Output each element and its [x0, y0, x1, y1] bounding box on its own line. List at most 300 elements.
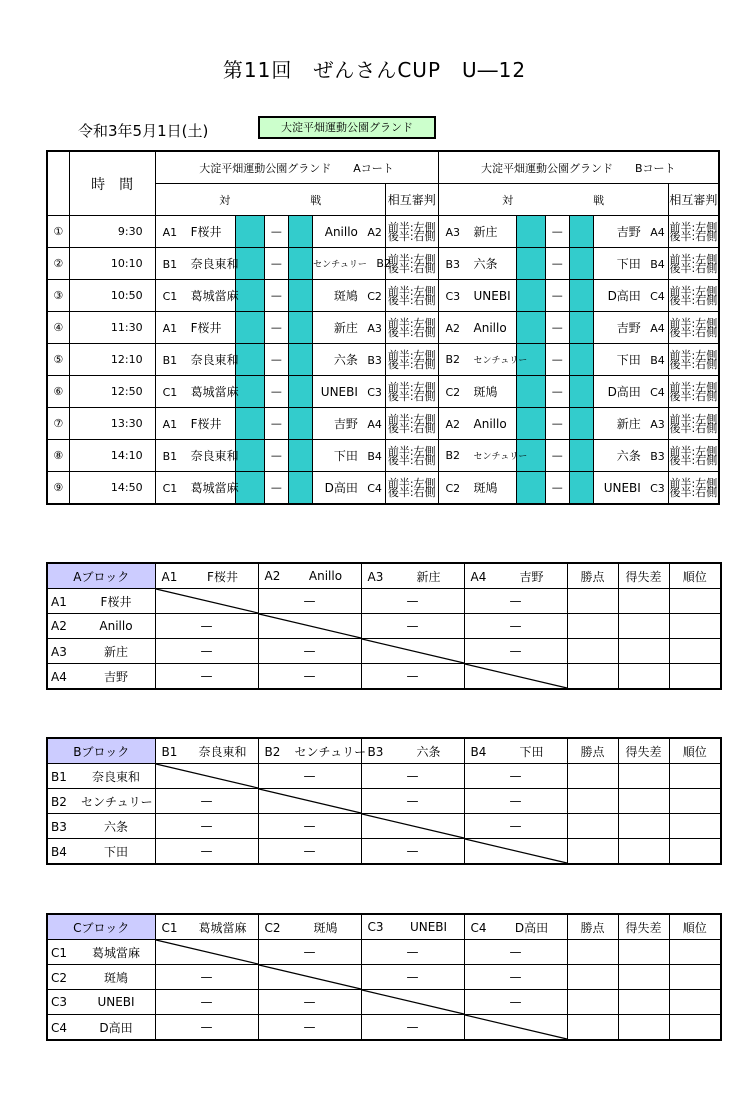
result-cell[interactable]: — — [155, 965, 258, 990]
team-code: B4 — [470, 744, 487, 759]
team-code: C2 — [264, 920, 281, 935]
stat-cell[interactable] — [567, 839, 618, 865]
court-b-dash: — — [545, 440, 569, 472]
result-cell[interactable]: — — [361, 965, 464, 990]
team-code: B2 — [264, 744, 281, 759]
match-row — [47, 312, 719, 344]
stat-header: 勝点 — [567, 914, 618, 940]
team-name: Anillo — [308, 569, 343, 583]
court-a-right-score[interactable] — [288, 376, 312, 408]
court-b-left-team — [438, 472, 517, 505]
stat-cell[interactable] — [567, 614, 618, 639]
match-number: ⑦ — [47, 408, 69, 440]
team-code: A2 — [445, 417, 461, 431]
team-name: UNEBI — [97, 995, 135, 1009]
court-b-right-team — [594, 248, 669, 280]
stat-cell[interactable] — [669, 940, 721, 965]
team-name: 六条 — [103, 819, 128, 834]
team-code: B3 — [367, 354, 382, 367]
team-code: C3 — [367, 385, 382, 399]
court-a-right-team — [313, 376, 386, 408]
block-col-header — [258, 563, 361, 589]
block-table — [46, 562, 722, 690]
match-number: ⑨ — [47, 472, 69, 505]
court-b-left-score[interactable] — [517, 408, 545, 440]
diagonal-cell — [258, 789, 361, 814]
team-code: B2 — [51, 794, 67, 809]
court-b-referee: 前半:左側後半:右側 — [668, 312, 719, 344]
court-a-dash: — — [264, 376, 288, 408]
court-a-dash: — — [264, 344, 288, 376]
court-a-left-score[interactable] — [236, 376, 264, 408]
ref-header-a: 相互審判 — [385, 184, 438, 216]
team-code: B4 — [650, 354, 665, 367]
match-number: ③ — [47, 280, 69, 312]
stat-cell[interactable] — [669, 664, 721, 690]
diagonal-cell — [155, 940, 258, 965]
team-code: C2 — [367, 290, 382, 303]
team-code: B1 — [51, 769, 67, 784]
court-a-left-score[interactable] — [236, 312, 264, 344]
result-cell[interactable]: — — [258, 589, 361, 614]
vs-header-b: 対 戦 — [438, 184, 668, 216]
match-time: 9:30 — [69, 216, 155, 248]
court-a-left-score[interactable] — [236, 408, 264, 440]
match-time: 11:30 — [69, 312, 155, 344]
court-b-referee: 前半:左側後半:右側 — [668, 216, 719, 248]
result-cell[interactable]: — — [155, 614, 258, 639]
block-row — [47, 764, 721, 789]
team-name: 葛城當麻 — [198, 920, 247, 935]
court-a-right-score[interactable] — [288, 312, 312, 344]
stat-cell[interactable] — [669, 965, 721, 990]
team-name: 新庄 — [473, 225, 498, 239]
team-code: B1 — [162, 258, 178, 271]
result-cell[interactable]: — — [361, 764, 464, 789]
block-row — [47, 940, 721, 965]
court-a-referee: 前半:左側後半:右側 — [385, 216, 438, 248]
block-row-header — [47, 940, 155, 965]
team-code: A1 — [162, 322, 178, 335]
court-b-right-score[interactable] — [569, 376, 593, 408]
match-row — [47, 376, 719, 408]
team-name: 六条 — [616, 449, 641, 463]
court-b-dash: — — [545, 344, 569, 376]
result-cell[interactable]: — — [155, 789, 258, 814]
court-b-right-team — [594, 376, 669, 408]
court-b-left-team — [438, 440, 528, 472]
team-name: センチュリー — [473, 452, 528, 462]
court-a-left-score[interactable] — [236, 280, 264, 312]
team-name: 斑鳩 — [103, 970, 128, 985]
team-name: 奈良東和 — [91, 769, 140, 784]
result-cell[interactable]: — — [155, 814, 258, 839]
court-b-left-score[interactable] — [517, 280, 545, 312]
team-name: Anillo — [473, 320, 507, 335]
court-b-right-team — [594, 472, 669, 505]
match-time: 10:50 — [69, 280, 155, 312]
result-cell[interactable]: — — [155, 990, 258, 1015]
court-b-right-score[interactable] — [569, 312, 593, 344]
court-b-right-score[interactable] — [569, 280, 593, 312]
court-b-left-team — [438, 280, 517, 312]
court-b-right-team — [594, 440, 669, 472]
diagonal-cell — [155, 764, 258, 789]
match-row — [47, 344, 719, 376]
stat-cell[interactable] — [567, 990, 618, 1015]
stat-cell[interactable] — [567, 1015, 618, 1041]
stat-cell[interactable] — [618, 639, 669, 664]
court-a-referee: 前半:左側後半:右側 — [385, 440, 438, 472]
team-code: C4 — [367, 482, 382, 495]
team-code: A3 — [367, 322, 382, 335]
stat-cell[interactable] — [567, 789, 618, 814]
court-b-right-score[interactable] — [569, 408, 593, 440]
ref-header-b: 相互審判 — [668, 184, 719, 216]
block-col-header — [361, 914, 464, 940]
stat-cell[interactable] — [618, 940, 669, 965]
court-a-left-team — [155, 248, 239, 280]
team-code: B2 — [376, 257, 391, 270]
court-b-left-score[interactable] — [517, 312, 545, 344]
court-a-right-score[interactable] — [288, 472, 312, 505]
result-cell[interactable]: — — [464, 589, 567, 614]
court-a-left-score[interactable] — [236, 344, 264, 376]
result-cell[interactable]: — — [464, 814, 567, 839]
result-cell[interactable]: — — [155, 639, 258, 664]
team-code: C1 — [162, 386, 178, 399]
court-a-left-team — [155, 408, 236, 440]
team-name: 新庄 — [333, 321, 358, 335]
court-b-left-team — [438, 312, 517, 344]
result-cell[interactable]: — — [361, 664, 464, 690]
block-row-header — [47, 990, 155, 1015]
match-row — [47, 408, 719, 440]
court-b-left-team — [438, 248, 517, 280]
team-name: 奈良東和 — [198, 744, 247, 759]
stat-cell[interactable] — [567, 639, 618, 664]
result-cell[interactable]: — — [155, 839, 258, 865]
team-name: D高田 — [324, 481, 358, 495]
court-b-left-score[interactable] — [517, 248, 545, 280]
team-code: A2 — [367, 225, 382, 239]
team-name: 下田 — [333, 449, 358, 463]
result-cell[interactable]: — — [361, 614, 464, 639]
team-name: 下田 — [616, 353, 641, 367]
court-a-left-team — [155, 472, 239, 505]
team-code: A1 — [162, 418, 178, 431]
court-a-right-team — [313, 312, 386, 344]
court-b-referee: 前半:左側後半:右側 — [668, 440, 719, 472]
court-a-dash: — — [264, 472, 288, 505]
stat-cell[interactable] — [669, 839, 721, 865]
team-code: B1 — [162, 450, 178, 463]
team-name: 吉野 — [616, 225, 641, 239]
team-name: 斑鳩 — [473, 481, 498, 495]
diagonal-cell — [464, 664, 567, 690]
stat-cell[interactable] — [618, 589, 669, 614]
court-a-dash: — — [264, 216, 288, 248]
stat-header: 順位 — [669, 914, 721, 940]
stat-cell[interactable] — [669, 1015, 721, 1041]
court-a-right-score[interactable] — [288, 280, 312, 312]
stat-cell[interactable] — [669, 589, 721, 614]
match-time: 14:50 — [69, 472, 155, 505]
stat-cell[interactable] — [567, 764, 618, 789]
stat-cell[interactable] — [567, 664, 618, 690]
result-cell[interactable]: — — [155, 664, 258, 690]
stat-cell[interactable] — [618, 614, 669, 639]
court-a-referee: 前半:左側後半:右側 — [385, 312, 438, 344]
result-cell[interactable]: — — [258, 1015, 361, 1041]
stat-cell[interactable] — [618, 990, 669, 1015]
stat-cell[interactable] — [567, 589, 618, 614]
block-row — [47, 789, 721, 814]
court-a-left-team — [155, 440, 239, 472]
court-a-right-score[interactable] — [288, 248, 312, 280]
block-row — [47, 990, 721, 1015]
stat-cell[interactable] — [567, 940, 618, 965]
court-a-right-team — [313, 248, 391, 280]
team-name: F桜井 — [190, 321, 222, 335]
team-name: F桜井 — [207, 569, 238, 584]
team-name: センチュリー — [81, 794, 153, 809]
team-name: 奈良東和 — [190, 353, 239, 367]
court-b-referee: 前半:左側後半:右側 — [668, 344, 719, 376]
match-number: ② — [47, 248, 69, 280]
court-a-dash: — — [264, 312, 288, 344]
result-cell[interactable]: — — [464, 940, 567, 965]
court-a-right-team — [313, 280, 386, 312]
result-cell[interactable]: — — [258, 839, 361, 865]
stat-cell[interactable] — [618, 1015, 669, 1041]
team-code: B3 — [650, 450, 665, 463]
court-a-referee: 前半:左側後半:右側 — [385, 408, 438, 440]
diagonal-cell — [155, 589, 258, 614]
team-name: 斑鳩 — [333, 289, 358, 303]
block-col-header — [464, 738, 567, 764]
block-row — [47, 664, 721, 690]
court-b-referee: 前半:左側後半:右側 — [668, 376, 719, 408]
court-a-dash: — — [264, 440, 288, 472]
team-name: UNEBI — [603, 480, 641, 495]
stat-cell[interactable] — [618, 664, 669, 690]
stat-cell[interactable] — [669, 814, 721, 839]
court-b-left-score[interactable] — [517, 472, 545, 505]
match-number: ④ — [47, 312, 69, 344]
stat-cell[interactable] — [567, 814, 618, 839]
stat-cell[interactable] — [618, 764, 669, 789]
stat-header: 得失差 — [618, 738, 669, 764]
stat-cell[interactable] — [669, 764, 721, 789]
team-code: A2 — [264, 569, 281, 583]
court-a-header: 大淀平畑運動公園グランド Aコート — [155, 151, 438, 184]
court-b-left-score[interactable] — [517, 376, 545, 408]
team-name: 葛城當麻 — [190, 481, 239, 495]
team-name: Anillo — [324, 224, 358, 239]
result-cell[interactable]: — — [258, 764, 361, 789]
match-row — [47, 216, 719, 248]
diagonal-cell — [361, 990, 464, 1015]
team-name: 斑鳩 — [473, 385, 498, 399]
diagonal-cell — [464, 1015, 567, 1041]
court-b-header: 大淀平畑運動公園グランド Bコート — [438, 151, 719, 184]
court-a-right-score[interactable] — [288, 344, 312, 376]
stat-cell[interactable] — [618, 814, 669, 839]
team-name: D高田 — [607, 289, 641, 303]
team-name: UNEBI — [320, 384, 358, 399]
match-time: 12:10 — [69, 344, 155, 376]
court-b-dash: — — [545, 280, 569, 312]
stat-cell[interactable] — [618, 839, 669, 865]
team-code: C1 — [161, 920, 178, 935]
block-row-header — [47, 789, 155, 814]
court-b-right-team — [594, 344, 669, 376]
result-cell[interactable]: — — [258, 990, 361, 1015]
team-name: 六条 — [416, 744, 441, 759]
stat-cell[interactable] — [669, 614, 721, 639]
result-cell[interactable]: — — [464, 614, 567, 639]
court-b-right-team — [594, 408, 669, 440]
team-code: B2 — [445, 449, 461, 462]
stat-cell[interactable] — [669, 789, 721, 814]
team-code: B3 — [367, 744, 384, 759]
result-cell[interactable]: — — [464, 789, 567, 814]
court-b-referee: 前半:左側後半:右側 — [668, 408, 719, 440]
team-name: D高田 — [99, 1020, 133, 1035]
team-name: 下田 — [103, 844, 128, 859]
stat-cell[interactable] — [669, 639, 721, 664]
court-a-right-team — [313, 408, 386, 440]
stat-header: 得失差 — [618, 563, 669, 589]
header-blank — [47, 151, 69, 216]
court-b-left-score[interactable] — [517, 216, 545, 248]
court-a-left-score[interactable] — [236, 248, 264, 280]
result-cell[interactable]: — — [361, 589, 464, 614]
result-cell[interactable]: — — [361, 1015, 464, 1041]
team-name: 六条 — [333, 353, 358, 367]
result-cell[interactable]: — — [361, 940, 464, 965]
result-cell[interactable]: — — [258, 940, 361, 965]
court-a-right-team — [313, 216, 386, 248]
team-name: 斑鳩 — [313, 920, 338, 935]
block-row-header — [47, 814, 155, 839]
team-code: C1 — [162, 482, 178, 495]
block-row-header — [47, 614, 155, 639]
block-table — [46, 737, 722, 865]
court-b-dash: — — [545, 216, 569, 248]
team-code: C1 — [162, 290, 178, 303]
block-row-header — [47, 764, 155, 789]
block-col-header — [361, 563, 464, 589]
result-cell[interactable]: — — [361, 789, 464, 814]
stat-cell[interactable] — [618, 965, 669, 990]
team-code: A1 — [161, 569, 178, 584]
block-row — [47, 589, 721, 614]
court-b-right-score[interactable] — [569, 344, 593, 376]
match-row — [47, 472, 719, 505]
team-name: 吉野 — [333, 417, 358, 431]
stat-cell[interactable] — [618, 789, 669, 814]
court-a-dash: — — [264, 248, 288, 280]
team-code: C2 — [445, 386, 461, 399]
match-time: 13:30 — [69, 408, 155, 440]
block-name: Cブロック — [47, 914, 155, 940]
team-name: 新庄 — [416, 569, 441, 584]
team-name: UNEBI — [473, 288, 511, 303]
team-code: C4 — [650, 290, 665, 303]
block-col-header — [155, 563, 258, 589]
court-a-right-team — [313, 472, 386, 505]
venue-tag: 大淀平畑運動公園グランド — [258, 116, 436, 139]
team-name: 吉野 — [519, 569, 544, 584]
result-cell[interactable]: — — [258, 814, 361, 839]
block-row — [47, 1015, 721, 1041]
team-code: B1 — [162, 354, 178, 367]
vs-header-a: 対 戦 — [155, 184, 385, 216]
result-cell[interactable]: — — [155, 1015, 258, 1041]
block-row-header — [47, 589, 155, 614]
block-row-header — [47, 664, 155, 690]
team-code: A3 — [51, 644, 67, 659]
court-b-right-team — [594, 280, 669, 312]
block-row — [47, 839, 721, 865]
team-code: A4 — [470, 569, 487, 584]
stat-cell[interactable] — [567, 965, 618, 990]
result-cell[interactable]: — — [464, 639, 567, 664]
team-code: A4 — [650, 226, 665, 239]
result-cell[interactable]: — — [464, 764, 567, 789]
team-name: センチュリー — [294, 744, 367, 759]
result-cell[interactable]: — — [258, 664, 361, 690]
team-code: C4 — [51, 1020, 68, 1035]
result-cell[interactable]: — — [464, 965, 567, 990]
match-time: 12:50 — [69, 376, 155, 408]
block-table — [46, 913, 722, 1041]
block-row-header — [47, 1015, 155, 1041]
court-a-left-score[interactable] — [236, 472, 264, 505]
result-cell[interactable]: — — [258, 639, 361, 664]
team-name: 葛城當麻 — [190, 385, 239, 399]
match-row — [47, 248, 719, 280]
court-a-right-score[interactable] — [288, 440, 312, 472]
court-b-right-score[interactable] — [569, 248, 593, 280]
court-b-dash: — — [545, 376, 569, 408]
court-b-right-score[interactable] — [569, 440, 593, 472]
team-code: A1 — [51, 594, 67, 609]
court-a-left-team — [155, 280, 239, 312]
result-cell[interactable]: — — [361, 839, 464, 865]
team-name: F桜井 — [190, 225, 222, 239]
stat-cell[interactable] — [669, 990, 721, 1015]
court-b-right-score[interactable] — [569, 216, 593, 248]
court-a-left-team — [155, 216, 236, 248]
team-code: B4 — [367, 450, 382, 463]
event-date: 令和3年5月1日(土) — [78, 122, 209, 140]
team-code: A1 — [162, 226, 178, 239]
court-b-left-team — [438, 408, 517, 440]
court-a-left-score[interactable] — [236, 216, 264, 248]
court-a-left-score[interactable] — [236, 440, 264, 472]
court-a-right-score[interactable] — [288, 216, 312, 248]
result-cell[interactable]: — — [464, 990, 567, 1015]
court-b-right-score[interactable] — [569, 472, 593, 505]
court-a-right-score[interactable] — [288, 408, 312, 440]
block-col-header — [464, 563, 567, 589]
team-name: 六条 — [473, 257, 498, 271]
team-code: B3 — [445, 258, 461, 271]
stat-header: 勝点 — [567, 563, 618, 589]
